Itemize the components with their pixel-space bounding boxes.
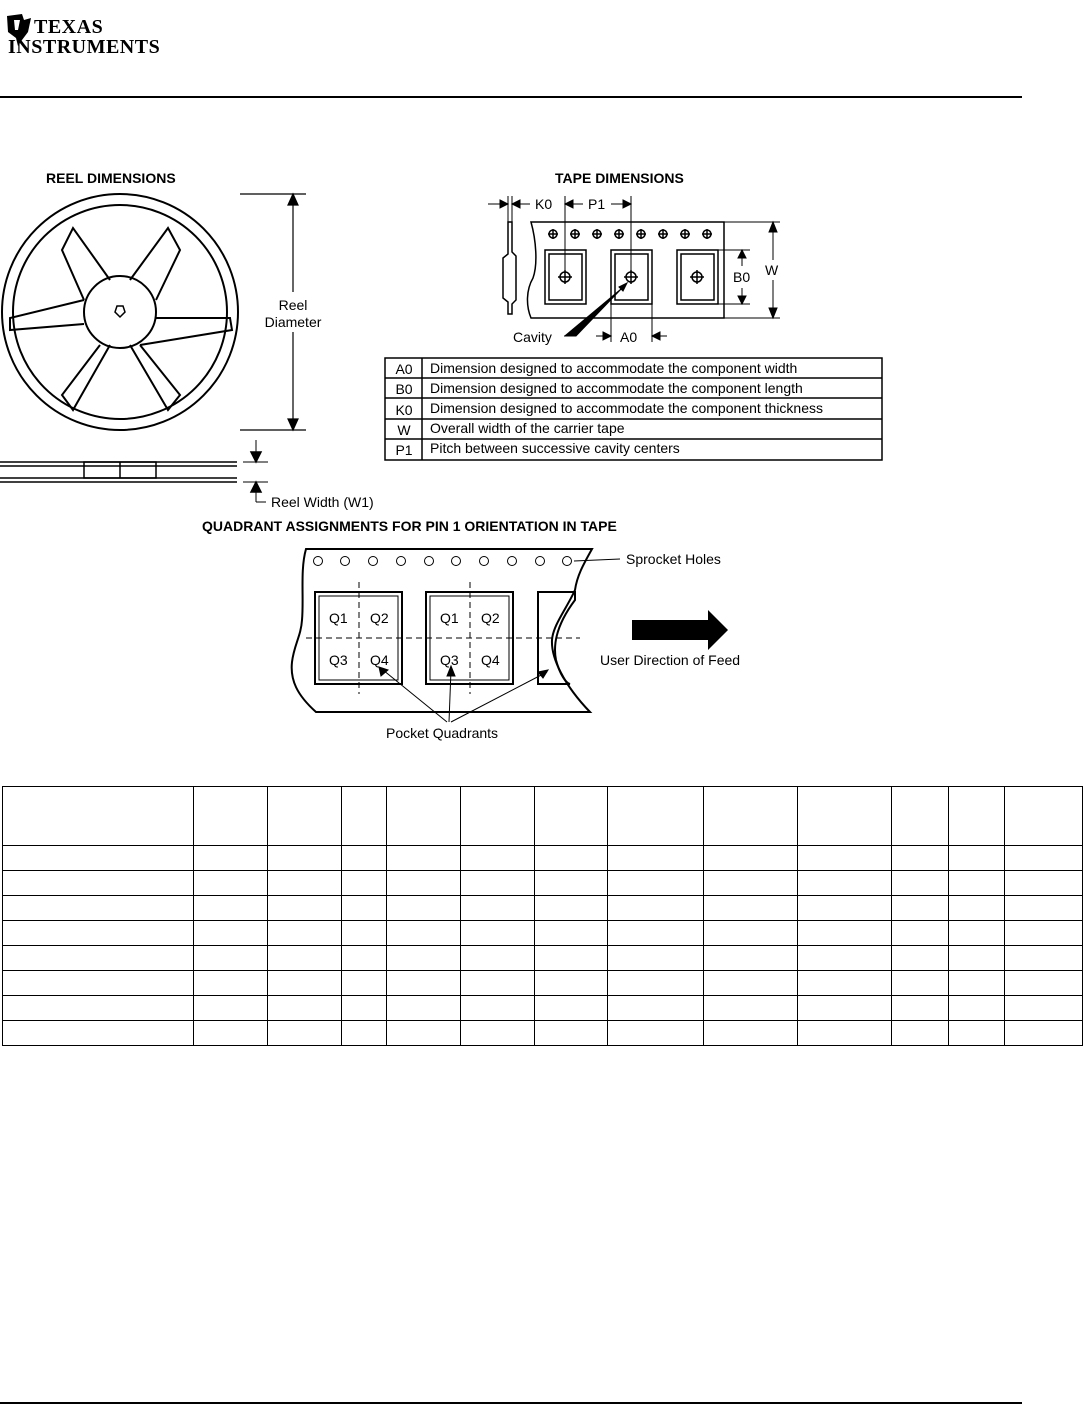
table-cell [535, 896, 608, 921]
legend-code-k0: K0 [395, 402, 413, 418]
table-cell [461, 871, 535, 896]
reel-title: REEL DIMENSIONS [46, 170, 176, 186]
q1-right: Q1 [440, 610, 459, 626]
table-cell [3, 846, 194, 871]
table-row [3, 1021, 1083, 1046]
table-cell [892, 971, 949, 996]
table-cell [387, 1021, 461, 1046]
q3-left: Q3 [329, 652, 348, 668]
table-cell [3, 971, 194, 996]
table-cell [194, 1021, 268, 1046]
table-cell [704, 946, 798, 971]
reel-data-table [2, 786, 1083, 1046]
table-cell [461, 921, 535, 946]
table-row [3, 846, 1083, 871]
table-cell [1005, 996, 1083, 1021]
q4-right: Q4 [481, 652, 500, 668]
table-cell [461, 946, 535, 971]
table-cell [704, 896, 798, 921]
table-cell [461, 846, 535, 871]
table-cell [342, 896, 387, 921]
table-row [3, 996, 1083, 1021]
quadrant-drawing [292, 549, 592, 712]
table-cell [342, 971, 387, 996]
q3-right: Q3 [440, 652, 459, 668]
legend-code-a0: A0 [395, 361, 413, 377]
table-cell [1005, 846, 1083, 871]
table-header-cell [3, 787, 194, 846]
table-row [3, 896, 1083, 921]
tape-drawing [503, 222, 724, 318]
table-header-cell [387, 787, 461, 846]
table-cell [1005, 871, 1083, 896]
table-cell [798, 996, 892, 1021]
table-cell [608, 896, 704, 921]
table-header-cell [194, 787, 268, 846]
packaging-diagram [0, 160, 1087, 750]
table-cell [949, 896, 1005, 921]
table-cell [949, 1021, 1005, 1046]
table-cell [798, 971, 892, 996]
table-cell [949, 946, 1005, 971]
table-cell [461, 996, 535, 1021]
table-cell [3, 896, 194, 921]
table-cell [535, 996, 608, 1021]
legend-desc-a0: Dimension designed to accommodate the component width [430, 360, 798, 376]
table-row [3, 946, 1083, 971]
table-cell [949, 871, 1005, 896]
table-cell [194, 996, 268, 1021]
tape-a0-label: A0 [620, 329, 638, 345]
table-cell [268, 846, 342, 871]
table-cell [1005, 896, 1083, 921]
reel-diameter-label-2: Diameter [264, 314, 322, 330]
table-cell [1005, 946, 1083, 971]
table-cell [342, 1021, 387, 1046]
table-cell [704, 996, 798, 1021]
table-cell [194, 871, 268, 896]
legend-code-w: W [397, 422, 411, 438]
q4-left: Q4 [370, 652, 389, 668]
legend-desc-p1: Pitch between successive cavity centers [430, 440, 680, 456]
table-cell [798, 1021, 892, 1046]
header-rule [0, 96, 1022, 98]
table-cell [798, 846, 892, 871]
table-cell [1005, 921, 1083, 946]
table-cell [608, 871, 704, 896]
table-header-cell [268, 787, 342, 846]
table-cell [535, 946, 608, 971]
table-cell [194, 971, 268, 996]
table-cell [535, 871, 608, 896]
table-cell [949, 971, 1005, 996]
table-cell [268, 971, 342, 996]
legend-desc-w: Overall width of the carrier tape [430, 420, 625, 436]
table-header-cell [949, 787, 1005, 846]
table-cell [3, 1021, 194, 1046]
table-header-cell [342, 787, 387, 846]
table-cell [608, 971, 704, 996]
tape-p1-label: P1 [588, 196, 606, 212]
logo-text-texas: TEXAS [34, 16, 104, 38]
table-cell [892, 896, 949, 921]
table-cell [387, 921, 461, 946]
table-cell [3, 996, 194, 1021]
table-header-cell [535, 787, 608, 846]
table-cell [387, 946, 461, 971]
table-header-cell [704, 787, 798, 846]
sprocket-holes-label: Sprocket Holes [626, 551, 721, 567]
table-cell [3, 921, 194, 946]
table-cell [535, 971, 608, 996]
table-cell [268, 946, 342, 971]
table-cell [268, 896, 342, 921]
tape-cavity-label: Cavity [513, 329, 552, 345]
legend-desc-k0: Dimension designed to accommodate the component thickness [430, 400, 823, 416]
table-cell [268, 996, 342, 1021]
table-cell [194, 846, 268, 871]
table-cell [535, 846, 608, 871]
table-row [3, 921, 1083, 946]
table-header-cell [608, 787, 704, 846]
table-header-cell [1005, 787, 1083, 846]
table-cell [704, 871, 798, 896]
table-cell [608, 921, 704, 946]
table-cell [949, 996, 1005, 1021]
table-cell [798, 871, 892, 896]
reel-side-view [0, 440, 268, 502]
tape-k0-label: K0 [535, 196, 553, 212]
q2-right: Q2 [481, 610, 500, 626]
table-cell [342, 921, 387, 946]
table-cell [704, 971, 798, 996]
table-cell [387, 996, 461, 1021]
table-cell [268, 1021, 342, 1046]
table-cell [461, 896, 535, 921]
table-cell [798, 896, 892, 921]
table-cell [704, 846, 798, 871]
table-cell [194, 921, 268, 946]
table-header-cell [892, 787, 949, 846]
table-cell [892, 921, 949, 946]
table-cell [798, 921, 892, 946]
table-cell [342, 846, 387, 871]
table-cell [461, 1021, 535, 1046]
table-cell [798, 946, 892, 971]
table-cell [268, 871, 342, 896]
table-cell [387, 871, 461, 896]
table-cell [342, 946, 387, 971]
q2-left: Q2 [370, 610, 389, 626]
logo-text-instruments: INSTRUMENTS [8, 36, 161, 58]
table-cell [892, 996, 949, 1021]
table-cell [268, 921, 342, 946]
feed-direction-arrow-icon [632, 610, 728, 650]
tape-title: TAPE DIMENSIONS [555, 170, 684, 186]
table-cell [608, 846, 704, 871]
table-cell [949, 921, 1005, 946]
table-cell [3, 871, 194, 896]
feed-direction-label: User Direction of Feed [600, 652, 741, 668]
legend-code-b0: B0 [395, 381, 413, 397]
ti-logo [4, 6, 174, 56]
table-cell [608, 946, 704, 971]
table-header-row [3, 787, 1083, 846]
table-cell [892, 846, 949, 871]
legend-code-p1: P1 [395, 442, 413, 458]
tape-w-label: W [765, 262, 779, 278]
quadrant-callouts [379, 559, 620, 722]
table-cell [461, 971, 535, 996]
tape-b0-label: B0 [733, 269, 751, 285]
table-cell [387, 846, 461, 871]
table-cell [342, 996, 387, 1021]
table-cell [535, 921, 608, 946]
table-cell [535, 1021, 608, 1046]
table-cell [892, 946, 949, 971]
reel-diameter-label-1: Reel [278, 297, 308, 313]
table-header-cell [798, 787, 892, 846]
table-cell [892, 871, 949, 896]
table-cell [1005, 1021, 1083, 1046]
table-cell [949, 846, 1005, 871]
table-row [3, 971, 1083, 996]
table-cell [608, 996, 704, 1021]
footer-rule [0, 1402, 1022, 1404]
table-cell [387, 896, 461, 921]
pocket-quadrants-label: Pocket Quadrants [386, 725, 499, 741]
table-row [3, 871, 1083, 896]
table-cell [194, 896, 268, 921]
table-header-cell [461, 787, 535, 846]
table-cell [194, 946, 268, 971]
table-cell [704, 921, 798, 946]
legend-desc-b0: Dimension designed to accommodate the component length [430, 380, 803, 396]
table-cell [342, 871, 387, 896]
table-cell [3, 946, 194, 971]
table-cell [387, 971, 461, 996]
reel-width-label: Reel Width (W1) [271, 494, 374, 510]
table-cell [1005, 971, 1083, 996]
table-cell [892, 1021, 949, 1046]
table-cell [704, 1021, 798, 1046]
quadrant-title: QUADRANT ASSIGNMENTS FOR PIN 1 ORIENTATION IN TAPE [202, 518, 617, 534]
q1-left: Q1 [329, 610, 348, 626]
table-cell [608, 1021, 704, 1046]
reel-drawing [2, 194, 238, 430]
